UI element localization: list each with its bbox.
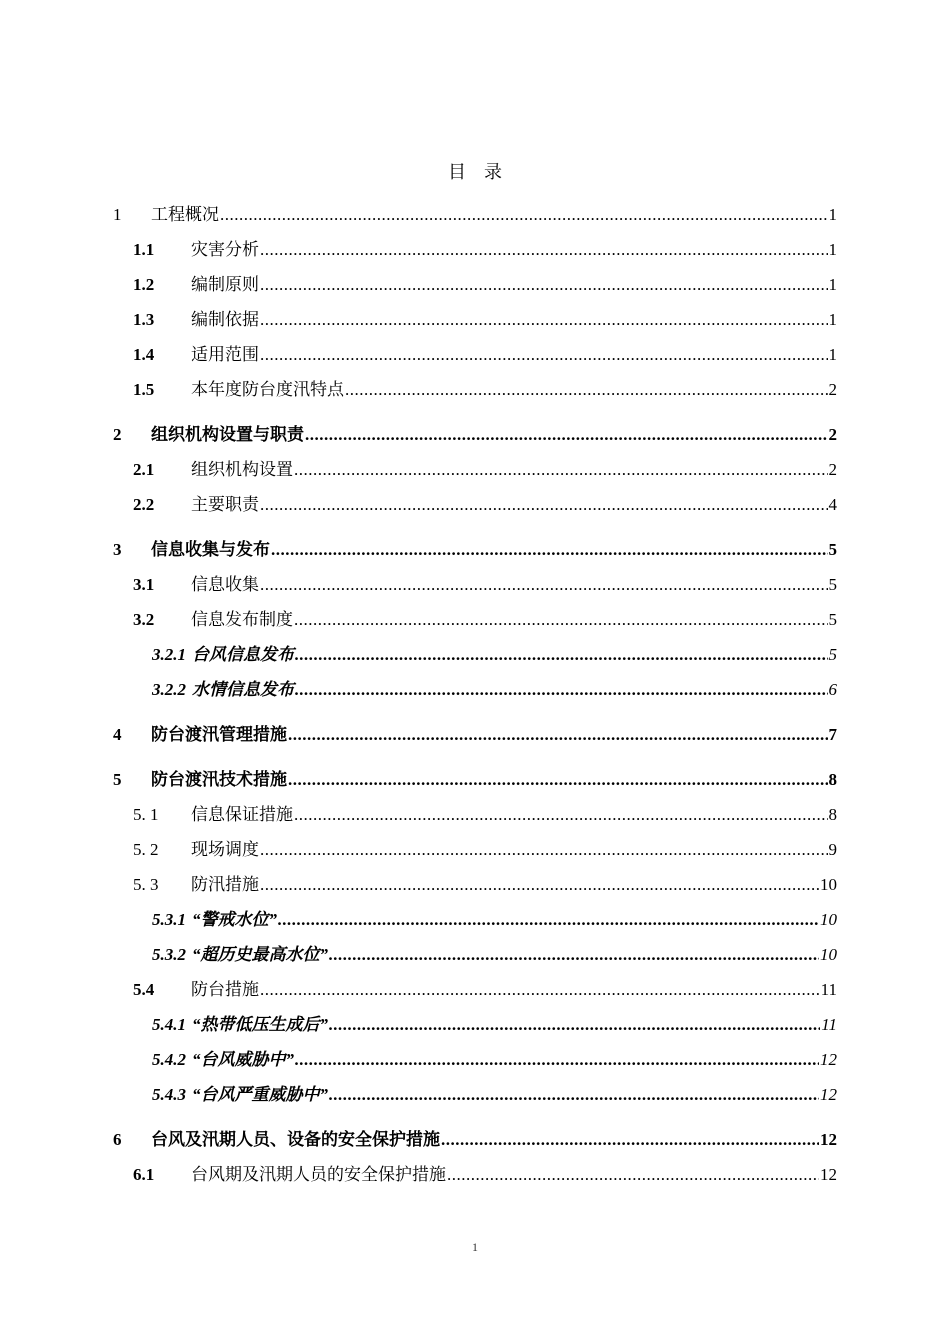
toc-entry[interactable]	[113, 1122, 837, 1157]
toc-entry-title: 防汛措施	[191, 875, 259, 894]
toc-entry-page: 7	[828, 725, 837, 744]
toc-entry-page: 4	[828, 495, 837, 514]
toc-leader-dots	[295, 672, 828, 707]
toc-leader-dots	[260, 267, 828, 302]
toc-entry-page: 9	[828, 840, 837, 859]
toc-entry[interactable]	[113, 1042, 837, 1077]
toc-entry-page: 1	[828, 345, 837, 364]
toc-entry-number: 5. 1	[133, 805, 159, 824]
toc-leader-dots	[260, 487, 828, 522]
toc-entry-title: 台风期及汛期人员的安全保护措施	[191, 1165, 446, 1184]
toc-entry[interactable]	[113, 267, 837, 302]
toc-entry-page: 12	[820, 1165, 837, 1184]
toc-entry[interactable]	[113, 337, 837, 372]
toc-entry-number: 5.3.2	[152, 945, 186, 964]
toc-entry-title: 编制依据	[191, 310, 259, 329]
toc-entry-page: 1	[828, 205, 837, 224]
toc-entry-page: 5	[828, 540, 837, 559]
toc-leader-dots	[305, 417, 828, 452]
toc-entry-number: 3.2.1	[152, 645, 186, 664]
toc-entry[interactable]	[113, 867, 837, 902]
toc-entry[interactable]	[113, 197, 837, 232]
toc-leader-dots	[260, 337, 828, 372]
toc-entry[interactable]	[113, 372, 837, 407]
toc-entry-title: 信息发布制度	[191, 610, 293, 629]
toc-leader-dots	[288, 717, 828, 752]
toc-entry-number: 1.5	[133, 380, 155, 399]
toc-leader-dots	[329, 1007, 820, 1042]
toc-entry-page: 2	[828, 460, 837, 479]
table-of-contents	[113, 197, 837, 1192]
toc-entry-title: 组织机构设置与职责	[151, 425, 304, 444]
toc-entry-page: 11	[820, 980, 837, 999]
toc-entry-page: 1	[828, 310, 837, 329]
toc-leader-dots	[260, 867, 819, 902]
toc-entry-page: 5	[828, 610, 837, 629]
toc-entry-title: “热带低压生成后”	[192, 1015, 328, 1034]
toc-entry[interactable]	[113, 937, 837, 972]
toc-entry-number: 3.1	[133, 575, 155, 594]
toc-leader-dots	[295, 1042, 819, 1077]
toc-entry-title: 主要职责	[191, 495, 259, 514]
toc-entry-number: 5. 3	[133, 875, 159, 894]
toc-entry-title: 组织机构设置	[191, 460, 293, 479]
toc-entry-number: 5.4.2	[152, 1050, 186, 1069]
toc-leader-dots	[220, 197, 828, 232]
toc-entry-title: “台风威胁中”	[192, 1050, 294, 1069]
toc-leader-dots	[294, 452, 828, 487]
toc-entry-page: 10	[820, 945, 837, 964]
toc-entry-page: 10	[820, 910, 837, 929]
toc-entry[interactable]	[113, 832, 837, 867]
toc-entry[interactable]	[113, 532, 837, 567]
toc-entry-number: 3.2	[133, 610, 155, 629]
toc-entry-title: 现场调度	[191, 840, 259, 859]
toc-entry-page: 8	[828, 770, 837, 789]
toc-entry-number: 4	[113, 725, 122, 744]
toc-leader-dots	[294, 602, 828, 637]
toc-entry-title: 水情信息发布	[192, 680, 294, 699]
toc-leader-dots	[271, 532, 828, 567]
toc-entry[interactable]	[113, 602, 837, 637]
toc-entry[interactable]	[113, 972, 837, 1007]
toc-entry-number: 5.4.1	[152, 1015, 186, 1034]
toc-entry-title: 工程概况	[151, 205, 219, 224]
toc-entry-page: 6	[828, 680, 837, 699]
toc-entry-number: 1	[113, 205, 122, 224]
toc-leader-dots	[260, 567, 828, 602]
toc-title: 目 录	[448, 162, 502, 182]
toc-entry-title: 台风信息发布	[192, 645, 294, 664]
toc-leader-dots	[288, 762, 828, 797]
toc-leader-dots	[294, 797, 828, 832]
toc-entry[interactable]	[113, 637, 837, 672]
toc-entry-number: 5.4.3	[152, 1085, 186, 1104]
toc-entry-number: 3.2.2	[152, 680, 186, 699]
toc-entry[interactable]	[113, 567, 837, 602]
toc-entry-number: 2	[113, 425, 122, 444]
toc-entry[interactable]	[113, 672, 837, 707]
toc-entry-number: 1.3	[133, 310, 155, 329]
toc-entry-number: 2.1	[133, 460, 155, 479]
toc-entry-number: 5.3.1	[152, 910, 186, 929]
page-number: 1	[472, 1240, 478, 1254]
toc-leader-dots	[278, 902, 819, 937]
toc-entry-title: 编制原则	[191, 275, 259, 294]
toc-entry[interactable]	[113, 1077, 837, 1112]
toc-entry-title: 适用范围	[191, 345, 259, 364]
toc-entry[interactable]	[113, 762, 837, 797]
toc-entry-title: 信息收集与发布	[151, 540, 270, 559]
toc-leader-dots	[441, 1122, 819, 1157]
toc-entry-page: 12	[820, 1050, 837, 1069]
toc-entry-number: 6.1	[133, 1165, 155, 1184]
toc-entry-title: “台风严重威胁中”	[192, 1085, 328, 1104]
toc-leader-dots	[295, 637, 828, 672]
toc-leader-dots	[329, 937, 819, 972]
toc-entry-page: 12	[820, 1085, 837, 1104]
toc-entry-page: 1	[828, 240, 837, 259]
toc-entry-number: 2.2	[133, 495, 155, 514]
toc-entry-title: 防台措施	[191, 980, 259, 999]
toc-entry-page: 10	[820, 875, 837, 894]
toc-entry-title: “警戒水位”	[192, 910, 277, 929]
toc-leader-dots	[329, 1077, 819, 1112]
toc-entry-page: 12	[820, 1130, 837, 1149]
toc-entry-page: 1	[828, 275, 837, 294]
toc-entry-page: 11	[821, 1015, 837, 1034]
toc-entry[interactable]	[113, 1157, 837, 1192]
toc-entry[interactable]	[113, 717, 837, 752]
toc-entry-title: “超历史最高水位”	[192, 945, 328, 964]
toc-entry[interactable]	[113, 1007, 837, 1042]
toc-entry-title: 灾害分析	[191, 240, 259, 259]
toc-leader-dots	[260, 302, 828, 337]
toc-entry-number: 6	[113, 1130, 122, 1149]
toc-leader-dots	[447, 1157, 819, 1192]
toc-entry[interactable]	[113, 487, 837, 522]
toc-entry[interactable]	[113, 302, 837, 337]
toc-entry-number: 5.4	[133, 980, 155, 999]
toc-entry-number: 1.1	[133, 240, 155, 259]
toc-entry-number: 5	[113, 770, 122, 789]
toc-entry[interactable]	[113, 417, 837, 452]
toc-leader-dots	[345, 372, 828, 407]
toc-entry-page: 8	[828, 805, 837, 824]
toc-entry[interactable]	[113, 797, 837, 832]
toc-entry-title: 防台渡汛技术措施	[151, 770, 287, 789]
toc-entry-number: 5. 2	[133, 840, 159, 859]
toc-entry-title: 台风及汛期人员、设备的安全保护措施	[151, 1130, 440, 1149]
toc-leader-dots	[260, 832, 828, 867]
toc-entry-title: 本年度防台度汛特点	[191, 380, 344, 399]
toc-entry-page: 2	[828, 380, 837, 399]
toc-entry[interactable]	[113, 452, 837, 487]
toc-entry-title: 信息保证措施	[191, 805, 293, 824]
toc-entry-number: 1.2	[133, 275, 155, 294]
toc-entry-title: 防台渡汛管理措施	[151, 725, 287, 744]
toc-entry-page: 2	[828, 425, 837, 444]
toc-leader-dots	[260, 232, 828, 267]
toc-entry-page: 5	[828, 575, 837, 594]
toc-entry[interactable]	[113, 902, 837, 937]
toc-entry-title: 信息收集	[191, 575, 259, 594]
toc-entry-page: 5	[828, 645, 837, 664]
toc-entry-number: 3	[113, 540, 122, 559]
toc-entry-number: 1.4	[133, 345, 155, 364]
toc-leader-dots	[260, 972, 820, 1007]
toc-entry[interactable]	[113, 232, 837, 267]
